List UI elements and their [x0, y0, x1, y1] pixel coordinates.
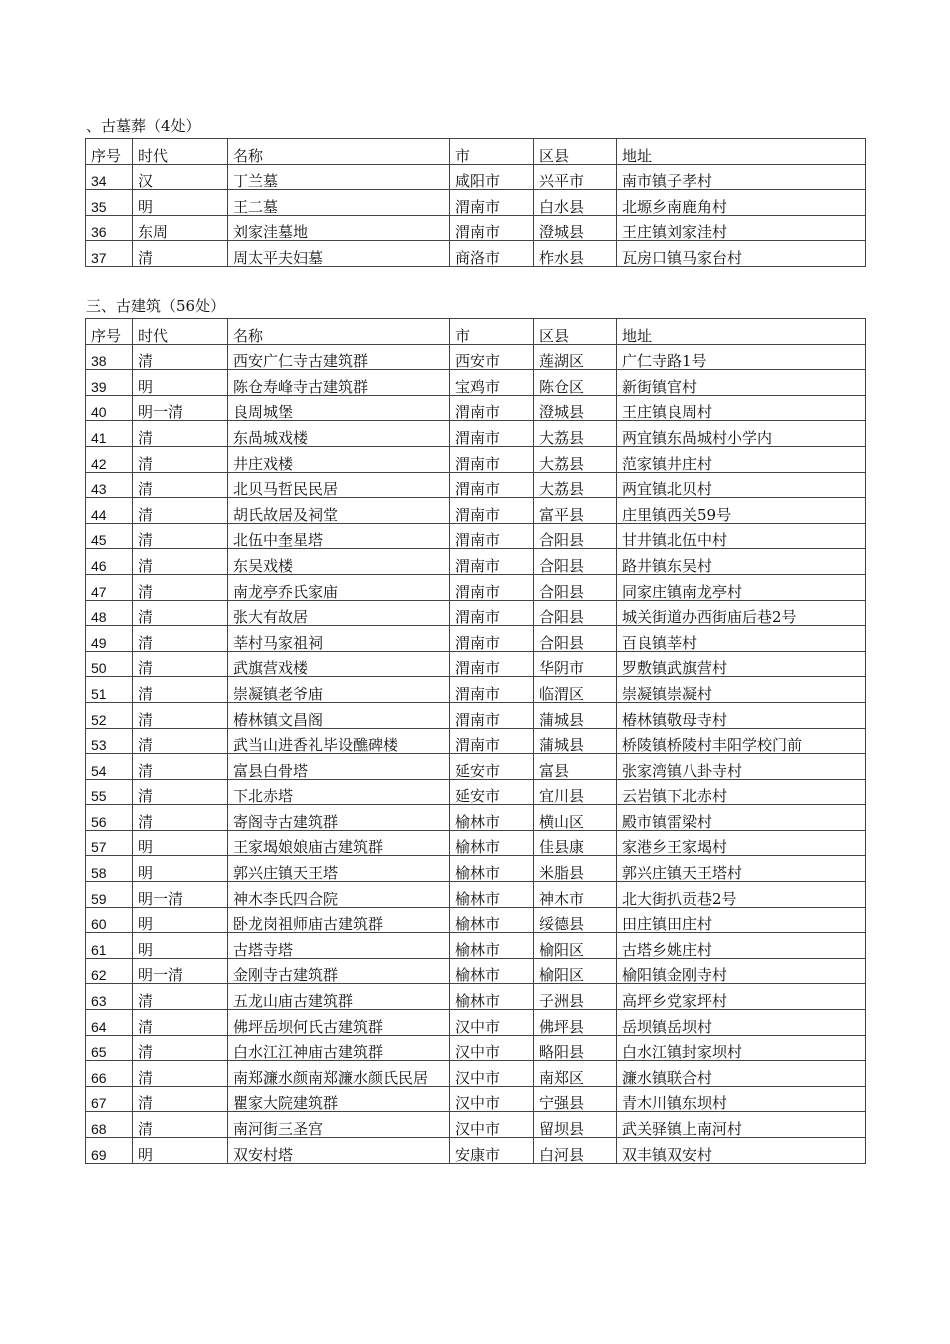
table-row	[86, 446, 866, 472]
cell-district: 合阳县	[534, 523, 617, 549]
cell-district: 留坝县	[534, 1112, 617, 1138]
header-cell-city: 市	[450, 319, 534, 345]
header-cell-name: 名称	[228, 139, 450, 165]
cell-era: 清	[133, 984, 228, 1010]
table-row	[86, 856, 866, 882]
cell-index: 51	[86, 677, 133, 703]
cell-era: 清	[133, 344, 228, 370]
cell-index: 37	[86, 241, 133, 267]
cell-name: 椿林镇文昌阁	[228, 702, 450, 728]
cell-era: 清	[133, 626, 228, 652]
table-row	[86, 1035, 866, 1061]
cell-district: 大荔县	[534, 472, 617, 498]
cell-address: 北大街扒贡巷2号	[617, 882, 866, 908]
cell-address: 家港乡王家堨村	[617, 830, 866, 856]
cell-era: 明	[133, 190, 228, 216]
table-row	[86, 958, 866, 984]
cell-name: 王家堨娘娘庙古建筑群	[228, 830, 450, 856]
table-row	[86, 907, 866, 933]
ancient-tombs-table	[85, 138, 866, 267]
cell-city: 咸阳市	[450, 164, 534, 190]
table-row	[86, 1010, 866, 1036]
cell-district: 子洲县	[534, 984, 617, 1010]
cell-index: 50	[86, 651, 133, 677]
cell-era: 东周	[133, 215, 228, 241]
cell-name: 良周城堡	[228, 395, 450, 421]
cell-district: 华阴市	[534, 651, 617, 677]
header-cell-address: 地址	[617, 139, 866, 165]
table-row	[86, 523, 866, 549]
cell-name: 周太平夫妇墓	[228, 241, 450, 267]
table-row	[86, 702, 866, 728]
cell-name: 下北赤塔	[228, 779, 450, 805]
cell-address: 广仁寺路1号	[617, 344, 866, 370]
table-row	[86, 805, 866, 831]
cell-city: 榆林市	[450, 882, 534, 908]
cell-city: 渭南市	[450, 677, 534, 703]
cell-index: 46	[86, 549, 133, 575]
header-cell-address: 地址	[617, 319, 866, 345]
cell-city: 延安市	[450, 779, 534, 805]
cell-address: 岳坝镇岳坝村	[617, 1010, 866, 1036]
table-row	[86, 549, 866, 575]
cell-era: 清	[133, 523, 228, 549]
cell-name: 西安广仁寺古建筑群	[228, 344, 450, 370]
cell-city: 延安市	[450, 754, 534, 780]
table-row	[86, 498, 866, 524]
cell-district: 合阳县	[534, 600, 617, 626]
cell-era: 明	[133, 830, 228, 856]
cell-address: 新街镇官村	[617, 370, 866, 396]
cell-address: 高坪乡党家坪村	[617, 984, 866, 1010]
cell-era: 清	[133, 805, 228, 831]
cell-index: 65	[86, 1035, 133, 1061]
table-row	[86, 1112, 866, 1138]
cell-era: 清	[133, 728, 228, 754]
cell-city: 渭南市	[450, 702, 534, 728]
cell-district: 榆阳区	[534, 933, 617, 959]
cell-name: 东吴戏楼	[228, 549, 450, 575]
cell-era: 明	[133, 1138, 228, 1164]
cell-address: 崇凝镇崇凝村	[617, 677, 866, 703]
cell-city: 西安市	[450, 344, 534, 370]
cell-name: 张大有故居	[228, 600, 450, 626]
cell-district: 富平县	[534, 498, 617, 524]
cell-name: 丁兰墓	[228, 164, 450, 190]
cell-era: 汉	[133, 164, 228, 190]
cell-city: 渭南市	[450, 190, 534, 216]
cell-address: 庄里镇西关59号	[617, 498, 866, 524]
cell-era: 明一清	[133, 882, 228, 908]
cell-city: 榆林市	[450, 984, 534, 1010]
cell-name: 双安村塔	[228, 1138, 450, 1164]
cell-era: 清	[133, 779, 228, 805]
cell-address: 罗敷镇武旗营村	[617, 651, 866, 677]
cell-index: 68	[86, 1112, 133, 1138]
cell-name: 北贝马哲民民居	[228, 472, 450, 498]
cell-district: 莲湖区	[534, 344, 617, 370]
cell-index: 34	[86, 164, 133, 190]
cell-district: 澄城县	[534, 395, 617, 421]
header-cell-city: 市	[450, 139, 534, 165]
cell-city: 宝鸡市	[450, 370, 534, 396]
cell-index: 64	[86, 1010, 133, 1036]
cell-era: 清	[133, 1010, 228, 1036]
cell-era: 清	[133, 651, 228, 677]
cell-era: 明	[133, 933, 228, 959]
cell-address: 北塬乡南鹿角村	[617, 190, 866, 216]
cell-name: 东咼城戏楼	[228, 421, 450, 447]
table-row	[86, 1138, 866, 1164]
cell-name: 南河街三圣宫	[228, 1112, 450, 1138]
table-header-row	[86, 139, 866, 165]
cell-index: 55	[86, 779, 133, 805]
cell-district: 兴平市	[534, 164, 617, 190]
table-row	[86, 574, 866, 600]
cell-name: 南龙亭乔氏家庙	[228, 574, 450, 600]
cell-address: 两宜镇北贝村	[617, 472, 866, 498]
cell-name: 古塔寺塔	[228, 933, 450, 959]
cell-name: 卧龙岗祖师庙古建筑群	[228, 907, 450, 933]
header-cell-name: 名称	[228, 319, 450, 345]
cell-name: 神木李氏四合院	[228, 882, 450, 908]
cell-name: 王二墓	[228, 190, 450, 216]
cell-address: 范家镇井庄村	[617, 446, 866, 472]
cell-name: 金刚寺古建筑群	[228, 958, 450, 984]
cell-city: 汉中市	[450, 1061, 534, 1087]
cell-address: 路井镇东吴村	[617, 549, 866, 575]
cell-name: 武当山进香礼毕设醮碑楼	[228, 728, 450, 754]
header-cell-era: 时代	[133, 139, 228, 165]
cell-index: 42	[86, 446, 133, 472]
cell-address: 青木川镇东坝村	[617, 1086, 866, 1112]
cell-era: 明	[133, 856, 228, 882]
cell-city: 汉中市	[450, 1112, 534, 1138]
cell-district: 蒲城县	[534, 702, 617, 728]
table-row	[86, 421, 866, 447]
cell-address: 殿市镇雷梁村	[617, 805, 866, 831]
cell-era: 清	[133, 574, 228, 600]
cell-name: 郭兴庄镇天王塔	[228, 856, 450, 882]
cell-index: 40	[86, 395, 133, 421]
cell-index: 45	[86, 523, 133, 549]
cell-address: 南市镇子孝村	[617, 164, 866, 190]
table-row	[86, 728, 866, 754]
cell-city: 商洛市	[450, 241, 534, 267]
cell-address: 百良镇莘村	[617, 626, 866, 652]
cell-city: 渭南市	[450, 421, 534, 447]
cell-district: 柞水县	[534, 241, 617, 267]
table-row	[86, 754, 866, 780]
cell-district: 佛坪县	[534, 1010, 617, 1036]
cell-address: 双丰镇双安村	[617, 1138, 866, 1164]
cell-city: 渭南市	[450, 651, 534, 677]
cell-index: 39	[86, 370, 133, 396]
cell-address: 瓦房口镇马家台村	[617, 241, 866, 267]
cell-district: 白河县	[534, 1138, 617, 1164]
cell-city: 渭南市	[450, 600, 534, 626]
header-cell-index: 序号	[86, 319, 133, 345]
cell-index: 47	[86, 574, 133, 600]
cell-index: 38	[86, 344, 133, 370]
ancient-buildings-table	[85, 318, 866, 1164]
cell-era: 清	[133, 549, 228, 575]
cell-district: 宁强县	[534, 1086, 617, 1112]
cell-city: 渭南市	[450, 549, 534, 575]
cell-city: 渭南市	[450, 626, 534, 652]
cell-address: 桥陵镇桥陵村丰阳学校门前	[617, 728, 866, 754]
header-cell-district: 区县	[534, 139, 617, 165]
cell-name: 北伍中奎星塔	[228, 523, 450, 549]
cell-name: 陈仓寿峰寺古建筑群	[228, 370, 450, 396]
cell-name: 白水江江神庙古建筑群	[228, 1035, 450, 1061]
cell-era: 清	[133, 600, 228, 626]
table-header-row	[86, 319, 866, 345]
cell-era: 清	[133, 754, 228, 780]
cell-city: 渭南市	[450, 472, 534, 498]
cell-city: 榆林市	[450, 907, 534, 933]
cell-address: 濂水镇联合村	[617, 1061, 866, 1087]
cell-district: 合阳县	[534, 626, 617, 652]
cell-name: 南郑濂水颜南郑濂水颜氏民居	[228, 1061, 450, 1087]
cell-address: 郭兴庄镇天王塔村	[617, 856, 866, 882]
cell-era: 清	[133, 421, 228, 447]
cell-index: 56	[86, 805, 133, 831]
cell-name: 武旗营戏楼	[228, 651, 450, 677]
cell-name: 佛坪岳坝何氏古建筑群	[228, 1010, 450, 1036]
cell-district: 合阳县	[534, 574, 617, 600]
cell-district: 澄城县	[534, 215, 617, 241]
cell-district: 神木市	[534, 882, 617, 908]
cell-district: 富县	[534, 754, 617, 780]
section-heading-ancient-buildings: 三、古建筑（56处）	[86, 297, 226, 315]
table-row	[86, 344, 866, 370]
cell-address: 两宜镇东咼城村小学内	[617, 421, 866, 447]
section-heading-ancient-tombs: 、古墓葬（4处）	[86, 117, 201, 135]
cell-address: 王庄镇良周村	[617, 395, 866, 421]
cell-district: 大荔县	[534, 421, 617, 447]
cell-address: 云岩镇下北赤村	[617, 779, 866, 805]
cell-city: 榆林市	[450, 933, 534, 959]
cell-district: 临渭区	[534, 677, 617, 703]
cell-index: 59	[86, 882, 133, 908]
table-row	[86, 164, 866, 190]
header-cell-era: 时代	[133, 319, 228, 345]
cell-address: 古塔乡姚庄村	[617, 933, 866, 959]
cell-address: 张家湾镇八卦寺村	[617, 754, 866, 780]
cell-index: 52	[86, 702, 133, 728]
cell-city: 渭南市	[450, 446, 534, 472]
cell-index: 36	[86, 215, 133, 241]
cell-index: 49	[86, 626, 133, 652]
cell-name: 寄阁寺古建筑群	[228, 805, 450, 831]
cell-index: 53	[86, 728, 133, 754]
cell-district: 南郑区	[534, 1061, 617, 1087]
cell-index: 58	[86, 856, 133, 882]
table-row	[86, 1061, 866, 1087]
cell-index: 61	[86, 933, 133, 959]
cell-index: 44	[86, 498, 133, 524]
cell-city: 汉中市	[450, 1010, 534, 1036]
cell-index: 62	[86, 958, 133, 984]
cell-name: 五龙山庙古建筑群	[228, 984, 450, 1010]
cell-district: 合阳县	[534, 549, 617, 575]
cell-era: 清	[133, 1112, 228, 1138]
cell-city: 榆林市	[450, 805, 534, 831]
table-row	[86, 190, 866, 216]
cell-name: 富县白骨塔	[228, 754, 450, 780]
table-row	[86, 933, 866, 959]
cell-index: 69	[86, 1138, 133, 1164]
table-row	[86, 984, 866, 1010]
cell-city: 榆林市	[450, 856, 534, 882]
table-row	[86, 626, 866, 652]
cell-address: 武关驿镇上南河村	[617, 1112, 866, 1138]
cell-address: 城关街道办西街庙后巷2号	[617, 600, 866, 626]
cell-city: 渭南市	[450, 498, 534, 524]
cell-address: 同家庄镇南龙亭村	[617, 574, 866, 600]
cell-district: 陈仓区	[534, 370, 617, 396]
cell-name: 莘村马家祖祠	[228, 626, 450, 652]
cell-index: 57	[86, 830, 133, 856]
cell-district: 榆阳区	[534, 958, 617, 984]
cell-address: 甘井镇北伍中村	[617, 523, 866, 549]
cell-name: 刘家洼墓地	[228, 215, 450, 241]
cell-name: 井庄戏楼	[228, 446, 450, 472]
cell-index: 54	[86, 754, 133, 780]
table-row	[86, 600, 866, 626]
cell-era: 明一清	[133, 958, 228, 984]
table-row	[86, 677, 866, 703]
cell-name: 崇凝镇老爷庙	[228, 677, 450, 703]
table-row	[86, 241, 866, 267]
cell-name: 瞿家大院建筑群	[228, 1086, 450, 1112]
cell-city: 安康市	[450, 1138, 534, 1164]
cell-index: 60	[86, 907, 133, 933]
cell-city: 榆林市	[450, 830, 534, 856]
cell-era: 明一清	[133, 395, 228, 421]
cell-index: 66	[86, 1061, 133, 1087]
cell-index: 48	[86, 600, 133, 626]
cell-district: 米脂县	[534, 856, 617, 882]
table-row	[86, 830, 866, 856]
cell-city: 渭南市	[450, 395, 534, 421]
cell-district: 大荔县	[534, 446, 617, 472]
cell-city: 渭南市	[450, 728, 534, 754]
cell-index: 63	[86, 984, 133, 1010]
cell-era: 清	[133, 472, 228, 498]
header-cell-index: 序号	[86, 139, 133, 165]
table-row	[86, 215, 866, 241]
cell-index: 41	[86, 421, 133, 447]
cell-city: 汉中市	[450, 1035, 534, 1061]
cell-era: 清	[133, 677, 228, 703]
table-row	[86, 472, 866, 498]
table-row	[86, 779, 866, 805]
cell-index: 67	[86, 1086, 133, 1112]
cell-city: 渭南市	[450, 523, 534, 549]
table-row	[86, 1086, 866, 1112]
cell-district: 佳县康	[534, 830, 617, 856]
cell-district: 白水县	[534, 190, 617, 216]
cell-era: 清	[133, 1086, 228, 1112]
cell-address: 椿林镇敬母寺村	[617, 702, 866, 728]
cell-index: 35	[86, 190, 133, 216]
cell-district: 横山区	[534, 805, 617, 831]
cell-city: 渭南市	[450, 215, 534, 241]
table-row	[86, 395, 866, 421]
cell-address: 白水江镇封家坝村	[617, 1035, 866, 1061]
cell-index: 43	[86, 472, 133, 498]
header-cell-district: 区县	[534, 319, 617, 345]
cell-district: 蒲城县	[534, 728, 617, 754]
cell-district: 绥德县	[534, 907, 617, 933]
table-row	[86, 882, 866, 908]
cell-era: 清	[133, 1061, 228, 1087]
cell-district: 略阳县	[534, 1035, 617, 1061]
cell-district: 宜川县	[534, 779, 617, 805]
table-row	[86, 651, 866, 677]
cell-era: 清	[133, 498, 228, 524]
cell-era: 清	[133, 702, 228, 728]
table-row	[86, 370, 866, 396]
cell-city: 榆林市	[450, 958, 534, 984]
cell-era: 清	[133, 241, 228, 267]
cell-era: 清	[133, 1035, 228, 1061]
cell-name: 胡氏故居及祠堂	[228, 498, 450, 524]
cell-city: 汉中市	[450, 1086, 534, 1112]
cell-era: 清	[133, 446, 228, 472]
cell-city: 渭南市	[450, 574, 534, 600]
cell-address: 榆阳镇金刚寺村	[617, 958, 866, 984]
cell-address: 王庄镇刘家洼村	[617, 215, 866, 241]
cell-address: 田庄镇田庄村	[617, 907, 866, 933]
cell-era: 明	[133, 907, 228, 933]
cell-era: 明	[133, 370, 228, 396]
